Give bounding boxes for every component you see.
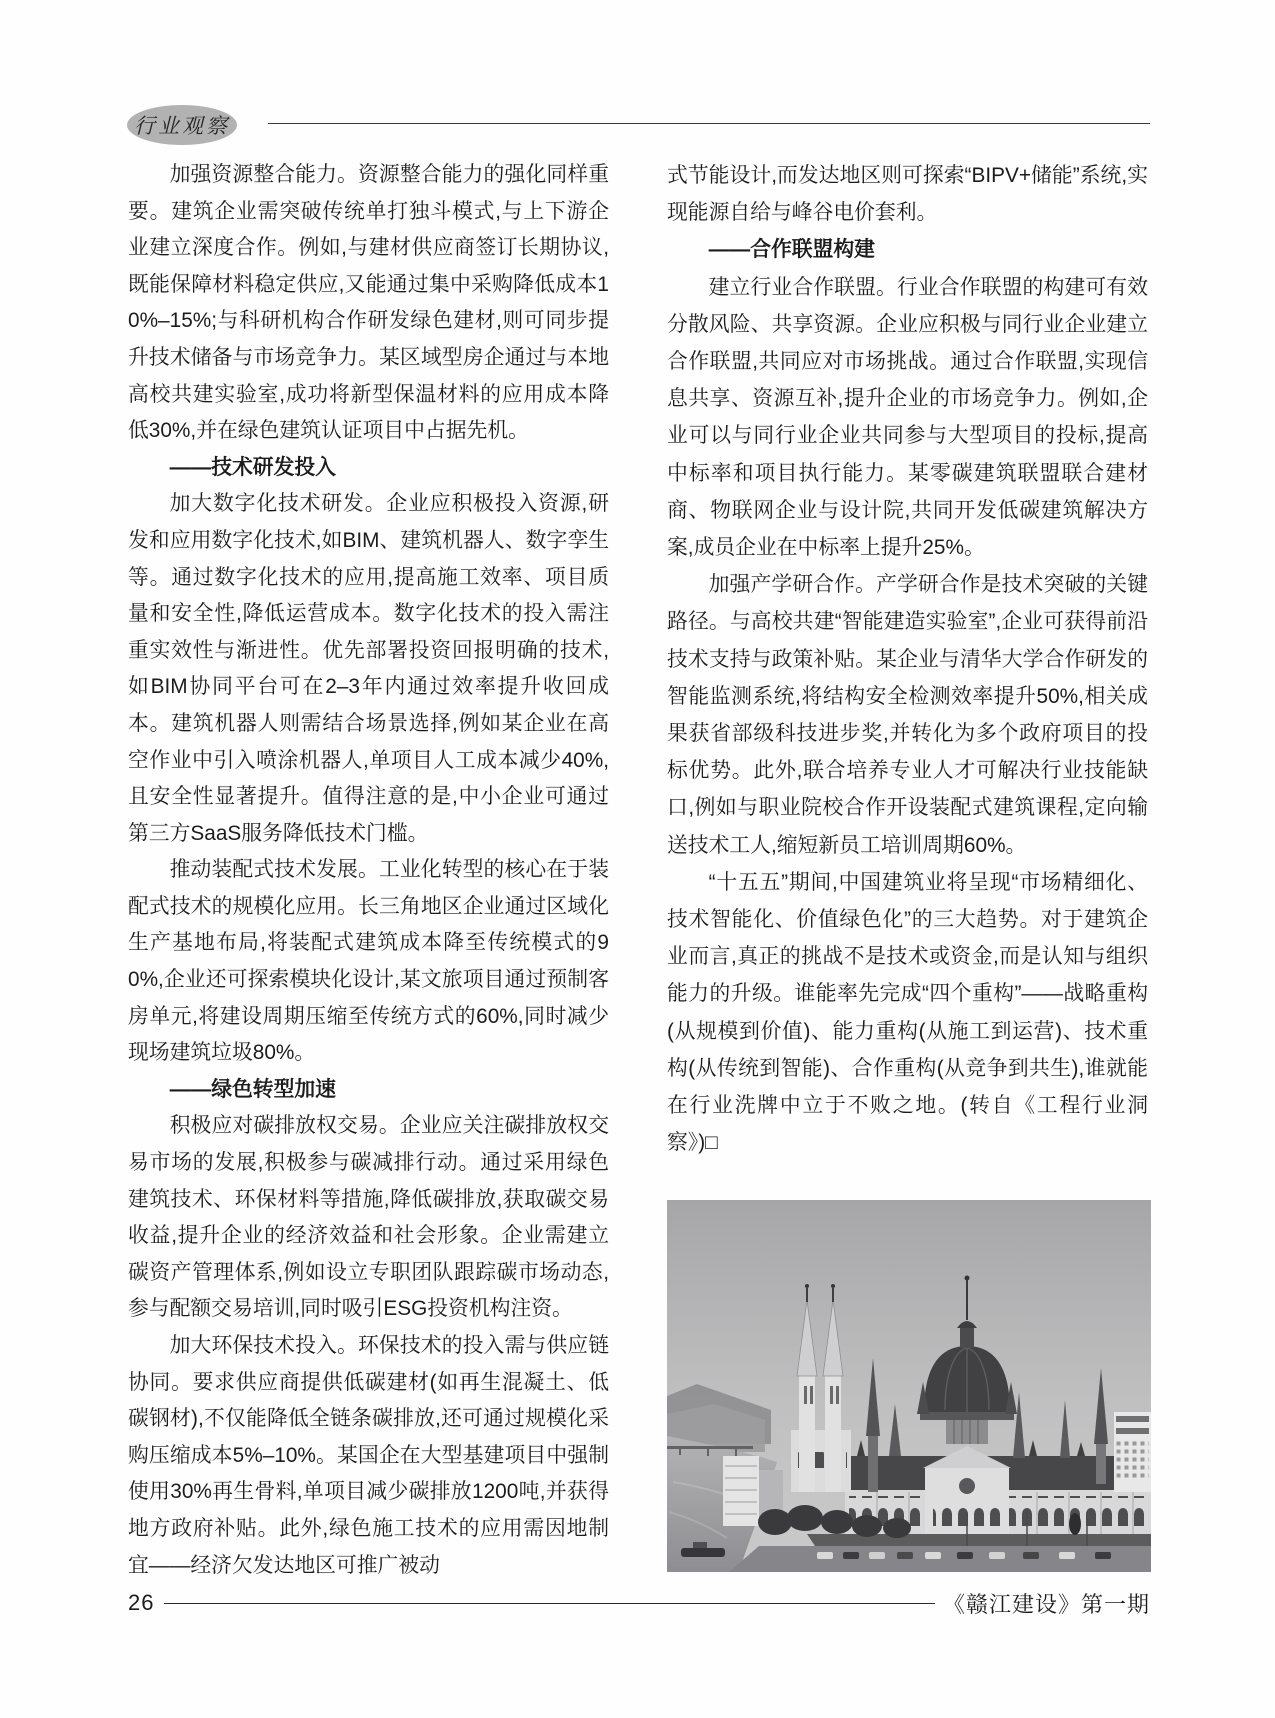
section-badge-label: 行业观察 [134, 114, 230, 138]
left-column [128, 157, 609, 1584]
section-badge [127, 105, 237, 145]
paragraph: 推动装配式技术发展。工业化转型的核心在于装配式技术的规模化应用。长三角地区企业通过区域化生产基地布局,将装配式建筑成本降至传统模式的90%,企业还可探索模块化设计,某文旅项目通过预制客房单元,将建设周期压缩至传统方式的60%,同时减少现场建筑垃圾80%。 [128, 858, 609, 1065]
right-column [667, 157, 1148, 1161]
section-heading: ——绿色转型加速 [169, 1077, 336, 1101]
paragraph: 加强资源整合能力。资源整合能力的强化同样重要。建筑企业需突破传统单打独斗模式,与上下游企业建立深度合作。例如,与建材供应商签订长期协议,既能保障材料稳定供应,又能通过集中采购降低成本10%–15%;与科研机构合作研发绿色建材,则可同步提升技术储备与市场竞争力。某区域型房企通过与本地高校共建实验室,成功将新型保温材料的应用成本降低30%,并在绿色建筑认证项目中占据先机。 [128, 163, 609, 443]
paragraph: 加强产学研合作。产学研合作是技术突破的关键路径。与高校共建“智能建造实验室”,企业可获得前沿技术支持与政策补贴。某企业与清华大学合作研发的智能监测系统,将结构安全检测效率提升50%,相关成果获省部级科技进步奖,并转化为多个政府项目的投标优势。此外,联合培养专业人才可解决行业技能缺口,例如与职业院校合作开设装配式建筑课程,定向输送技术工人,缩短新员工培训周期60%。 [667, 573, 1148, 857]
paragraph: 加大环保技术投入。环保技术的投入需与供应链协同。要求供应商提供低碳建材(如再生混凝土、低碳钢材),不仅能降低全链条碳排放,还可通过规模化采购压缩成本5%–10%。某国企在大型基建项目中强制使用30%再生骨料,单项目减少碳排放1200吨,并获得地方政府补贴。此外,绿色施工技术的应用需因地制宜——经济欠发达地区可推广被动 [128, 1334, 609, 1577]
paragraph: 积极应对碳排放权交易。企业应关注碳排放权交易市场的发展,积极参与碳减排行动。通过采用绿色建筑技术、环保材料等措施,降低碳排放,获取碳交易收益,提升企业的经济效益和社会形象。企业需建立碳资产管理体系,例如设立专职团队跟踪碳市场动态,参与配额交易培训,同时吸引ESG投资机构注资。 [128, 1114, 609, 1321]
footer-rule [164, 1603, 935, 1604]
journal-title: 《赣江建设》第一期 [942, 1591, 1150, 1617]
paragraph: 加大数字化技术研发。企业应积极投入资源,研发和应用数字化技术,如BIM、建筑机器人、数字孪生等。通过数字化技术的应用,提高施工效率、项目质量和安全性,降低运营成本。数字化技术的投入需注重实效性与渐进性。优先部署投资回报明确的技术,如BIM协同平台可在2–3年内通过效率提升收回成本。建筑机器人则需结合场景选择,例如某企业在高空作业中引入喷涂机器人,单项目人工成本减少40%,且安全性显著提升。值得注意的是,中小企业可通过第三方SaaS服务降低技术门槛。 [128, 492, 609, 845]
section-heading: ——技术研发投入 [169, 455, 336, 479]
paragraph-continuation: 式节能设计,而发达地区则可探索“BIPV+储能”系统,实现能源自给与峰谷电价套利。 [667, 164, 1148, 225]
paragraph: 建立行业合作联盟。行业合作联盟的构建可有效分散风险、共享资源。企业应积极与同行业企业建立合作联盟,共同应对市场挑战。通过合作联盟,实现信息共享、资源互补,提升企业的市场竞争力。例如,企业可以与同行业企业共同参与大型项目的投标,提高中标率和项目执行能力。某零碳建筑联盟联合建材商、物联网企业与设计院,共同开发低碳建筑解决方案,成员企业在中标率上提升25%。 [667, 275, 1148, 560]
paragraph: “十五五”期间,中国建筑业将呈现“市场精细化、技术智能化、价值绿色化”的三大趋势。对于建筑企业而言,真正的挑战不是技术或资金,而是认知与组织能力的升级。谁能率先完成“四个重构”——战略重构(从规模到价值)、能力重构(从施工到运营)、技术重构(从传统到智能)、合作重构(从竞争到共生),谁就能在行业洗牌中立于不败之地。(转自《工程行业洞察》)□ [667, 870, 1148, 1155]
page-number: 26 [128, 1590, 155, 1615]
page-footer [128, 1588, 1150, 1618]
parliament-photo [667, 1200, 1151, 1572]
section-heading: ——合作联盟构建 [708, 238, 875, 262]
header-rule [268, 123, 1150, 124]
